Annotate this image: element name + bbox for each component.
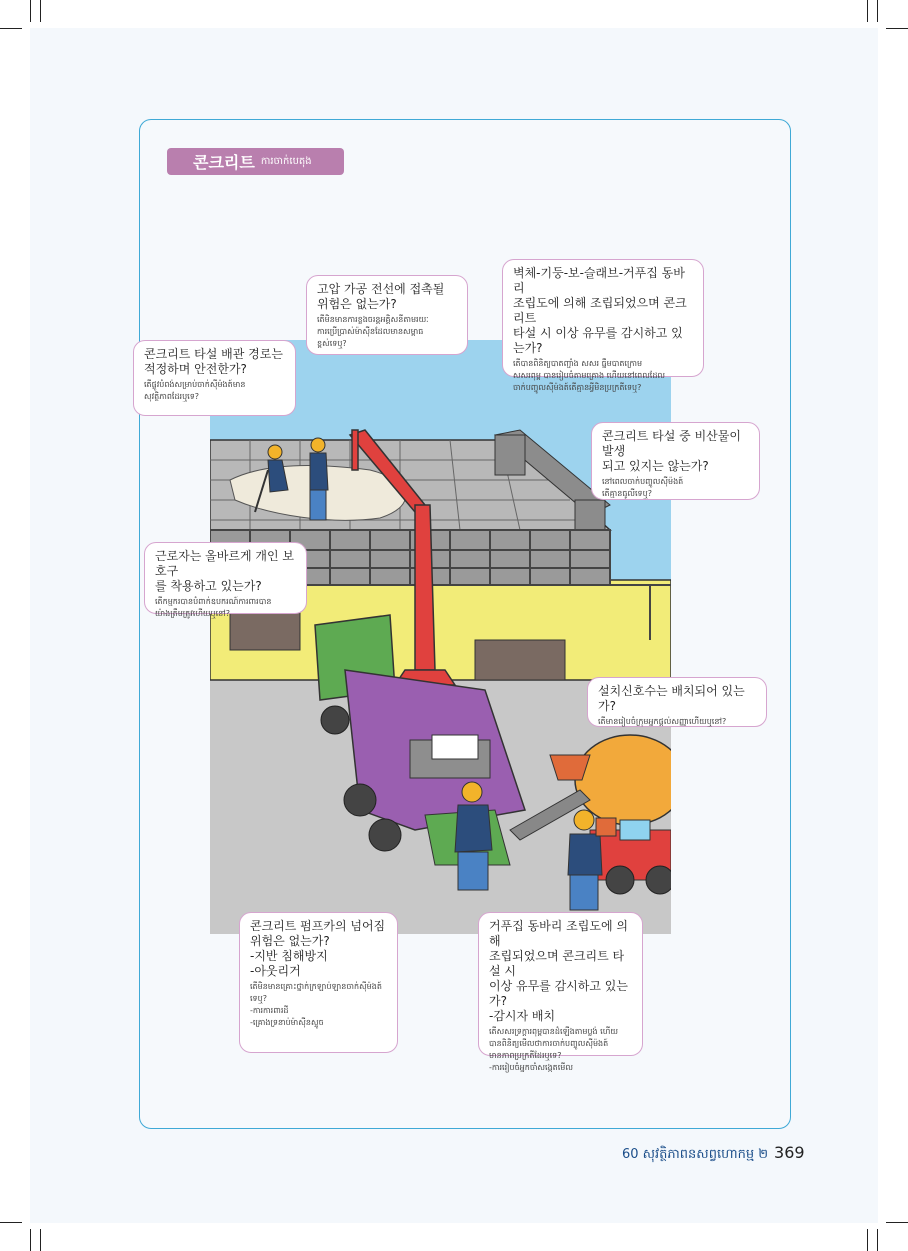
- bubble-text-km: តើមិនមានការខ្លងចរន្តអគ្គិសនីតាមរយៈ ការប្រើប្រាស់ម៉ាស៊ីនដែលមានសម្ពាធ ខ្ពស់ទេឬ?: [317, 315, 429, 348]
- bubble-pump-car-tipping: [239, 912, 398, 1053]
- footer-section: 60 សុវត្ថិភាពនសព្វហោកម្ម ២: [622, 1147, 769, 1162]
- title-korean: 콘크리트: [193, 153, 255, 172]
- bubble-text-km: តើផ្លូវបំពង់សម្រាប់ចាក់ស៊ីម៉ងត៍មាន សុវត្ថិភាពដែរឬទេ?: [144, 380, 246, 401]
- bubble-text-km: តើកម្មករបានបំពាក់ឧបករណ៍ការពារបាន យ៉ាងត្រឹមត្រូវហើយឬនៅ?: [155, 597, 272, 618]
- page-number: 369: [774, 1143, 805, 1162]
- page-footer: [622, 1143, 805, 1165]
- window-right: [475, 640, 565, 680]
- bubble-text-km: តើសសរទ្រក្តារពុម្ពបានដំឡើងតាមប្លង់ ហើយ បានពិនិត្យមើលថាការចាក់បញ្ចូលស៊ីម៉ងត៍ មានភាពប្រក្រតីដែរឬទេ? -ការរៀបចំអ្នកចាំសង្កេតមើល: [489, 1027, 618, 1072]
- title-khmer: ការចាក់បេតុង: [260, 156, 312, 167]
- bubble-text-km: តើមានរៀបចំក្រុមអ្នកផ្តល់សញ្ញាហើយឬនៅ?: [598, 717, 727, 726]
- bubble-text-ko: 거푸집 동바리 조립도에 의해 조립되었으며 콘크리트 타설 시 이상 유무를 감시하고 있는가? -감시자 배치: [489, 919, 628, 1023]
- bubble-scatter-debris: [591, 422, 760, 500]
- bubble-text-ko: 설치신호수는 배치되어 있는가?: [598, 684, 745, 713]
- bubble-text-ko: 콘크리트 펌프카의 넘어짐 위험은 없는가? -지반 침해방지 -아웃리거: [250, 919, 386, 978]
- bubble-formwork-check: [502, 259, 704, 392]
- column-stub: [575, 500, 605, 530]
- section-title-tag: [167, 148, 344, 175]
- bubble-signal-person: [587, 677, 767, 727]
- bubble-pipe-route: [133, 340, 296, 416]
- bubble-text-ko: 고압 가공 전선에 접촉될 위험은 없는가?: [317, 282, 445, 311]
- column-stub-2: [495, 435, 525, 475]
- bubble-high-voltage-wire: [306, 275, 468, 355]
- bubble-monitor-placement: [478, 912, 643, 1072]
- bubble-text-km: នៅពេលចាក់បញ្ចូលស៊ីម៉ងត៍ តើគ្មានធូលីទេឬ?: [602, 477, 684, 498]
- bubble-text-km: តើមិនមានគ្រោះថ្នាក់ក្រឡាប់ឡានចាក់ស៊ីម៉ងត៍ទេឬ? -ការការពារដី -គ្រោងទ្រនាប់ម៉ាស៊ីនស្ទូច: [250, 982, 382, 1027]
- bubble-protective-gear: [144, 542, 307, 618]
- bubble-text-ko: 근로자는 올바르게 개인 보호구 를 착용하고 있는가?: [155, 549, 294, 593]
- bubble-text-ko: 콘크리트 타설 중 비산물이 발생 되고 있지는 않는가?: [602, 429, 741, 473]
- bubble-text-ko: 콘크리트 타설 배관 경로는 적정하며 안전한가?: [144, 347, 283, 376]
- bubble-text-ko: 벽체-기둥-보-슬래브-거푸집 동바리 조립도에 의해 조립되었으며 콘크리트 타설 시 이상 유무를 감시하고 있는가?: [513, 266, 687, 355]
- bubble-text-km: តើបានពិនិត្យបាតញ្ជាំង សសរ ធ្នឹមបាតក្រោម សសរពុម្ព បានរៀបចំតាមគ្រោង ហើយនៅពេលដែល ចាក់បញ្ចូលស៊ីម៉ងត៍តើគ្មានអ្វីមិនប្រក្រតីទេឬ?: [513, 359, 666, 392]
